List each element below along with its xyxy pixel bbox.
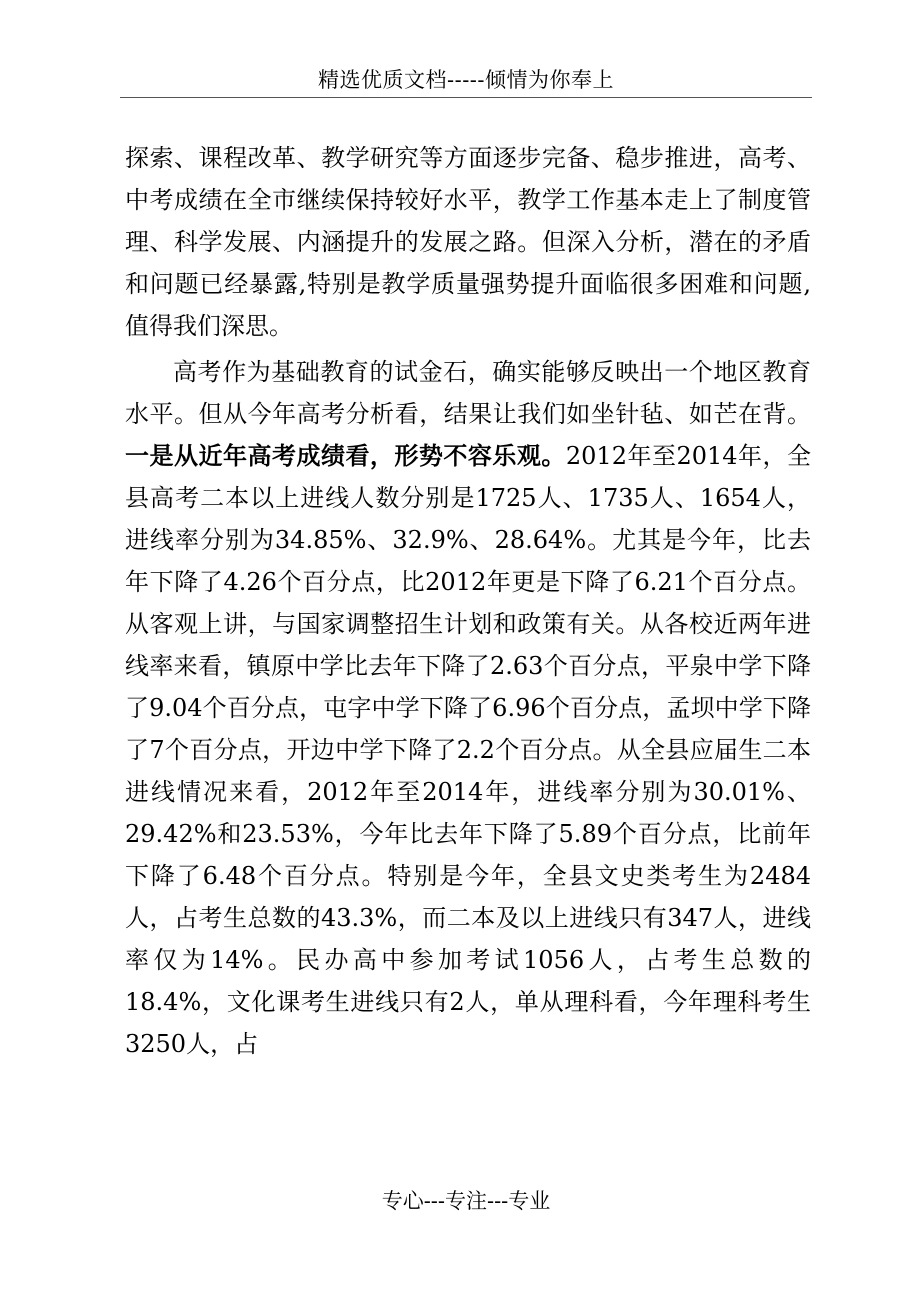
paragraph-2-bold-heading: 一是从近年高考成绩看，形势不容乐观。 (125, 441, 566, 470)
header-divider (120, 97, 812, 98)
paragraph-1: 探索、课程改革、教学研究等方面逐步完备、稳步推进，高考、中考成绩在全市继续保持较好水平，教学工作基本走上了制度管理、科学发展、内涵提升的发展之路。但深入分析，潜在的矛盾和问题已经暴露,特别是教学质量强势提升面临很多困难和问题,值得我们深思。 (125, 144, 811, 340)
paragraph-2-rest: 2012年至2014年，全县高考二本以上进线人数分别是1725人、1735人、1654人，进线率分别为34.85%、32.9%、28.64%。尤其是今年，比去年下降了4.26个百分点，比2012年更是下降了6.21个百分点。从客观上讲，与国家调整招生计划和政策有关。从各校近两年进线率来看，镇原中学比去年下降了2.63个百分点，平泉中学下降了9.04个百分点，屯字中学下降了6.96个百分点，孟坝中学下降了7个百分点，开边中学下降了2.2个百分点。从全县应届生二本进线情况来看，2012年至2014年，进线率分别为30.01%、29.42%和23.53%，今年比去年下降了5.89个百分点，比前年下降了6.48个百分点。特别是今年，全县文史类考生为2484人，占考生总数的43.3%，而二本及以上进线只有347人，进线率仅为14%。民办高中参加考试1056人，占考生总数的18.4%，文化课考生进线只有2人，单从理科看，今年理科考生3250人，占 (125, 442, 812, 1058)
page-header: 精选优质文档-----倾情为你奉上 (318, 68, 614, 92)
document-body (125, 137, 811, 1065)
paragraph-2 (125, 351, 811, 1065)
paragraph-2-lead: 高考作为基础教育的试金石，确实能够反映出一个地区教育水平。但从今年高考分析看，结果让我们如坐针毡、如芒在背。 (125, 358, 811, 428)
page-footer: 专心---专注---专业 (381, 1189, 551, 1213)
